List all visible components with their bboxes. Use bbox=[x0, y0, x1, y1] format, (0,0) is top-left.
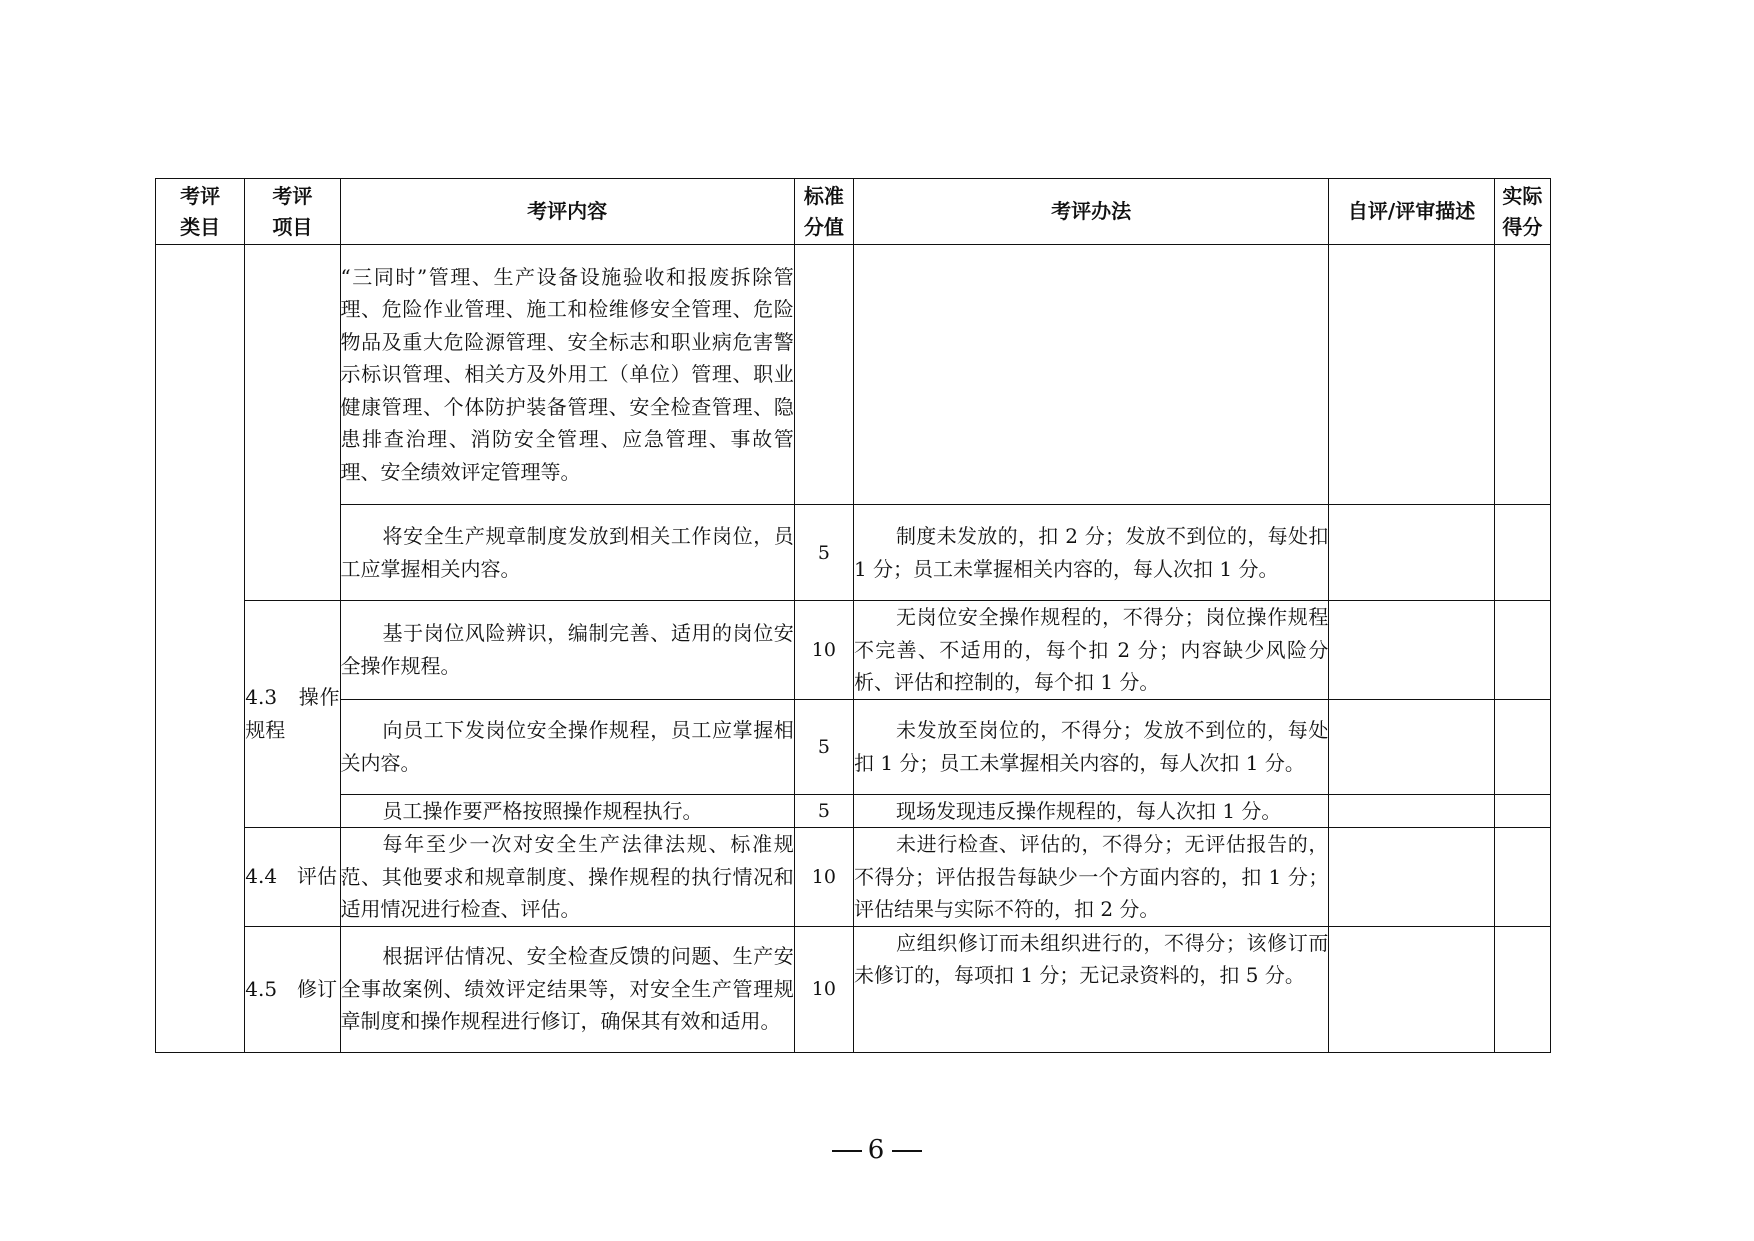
page-number: 6 bbox=[867, 1135, 887, 1165]
method-cell: 应组织修订而未组织进行的，不得分；该修订而未修订的，每项扣 1 分；无记录资料的，扣 5 分。 bbox=[853, 926, 1328, 1052]
method-cell: 未进行检查、评估的，不得分；无评估报告的，不得分；评估报告每缺少一个方面内容的，扣 1 分；评估结果与实际不符的，扣 2 分。 bbox=[853, 828, 1328, 927]
actual-score-cell bbox=[1494, 794, 1550, 828]
header-content: 考评内容 bbox=[340, 179, 794, 245]
self-review-cell bbox=[1329, 926, 1494, 1052]
method-cell bbox=[853, 245, 1328, 505]
score-cell: 5 bbox=[794, 505, 853, 601]
self-review-cell bbox=[1329, 828, 1494, 927]
self-review-cell bbox=[1329, 505, 1494, 601]
actual-score-cell bbox=[1494, 505, 1550, 601]
method-cell: 现场发现违反操作规程的，每人次扣 1 分。 bbox=[853, 794, 1328, 828]
footer-dash-right bbox=[892, 1150, 922, 1152]
table-row bbox=[156, 505, 1551, 601]
header-item: 考评 项目 bbox=[245, 179, 340, 245]
table-row bbox=[156, 699, 1551, 794]
category-cell bbox=[156, 245, 245, 1053]
header-self-review: 自评/评审描述 bbox=[1329, 179, 1494, 245]
content-cell: 向员工下发岗位安全操作规程，员工应掌握相关内容。 bbox=[340, 699, 794, 794]
content-cell: 根据评估情况、安全检查反馈的问题、生产安全事故案例、绩效评定结果等，对安全生产管理规章制度和操作规程进行修订，确保其有效和适用。 bbox=[340, 926, 794, 1052]
actual-score-cell bbox=[1494, 601, 1550, 700]
header-method: 考评办法 bbox=[853, 179, 1328, 245]
content-cell: 基于岗位风险辨识，编制完善、适用的岗位安全操作规程。 bbox=[340, 601, 794, 700]
item-cell bbox=[245, 245, 340, 601]
item-cell: 4.5 修订 bbox=[245, 926, 340, 1052]
item-cell: 4.4 评估 bbox=[245, 828, 340, 927]
table-row bbox=[156, 601, 1551, 700]
method-cell: 无岗位安全操作规程的，不得分；岗位操作规程不完善、不适用的，每个扣 2 分；内容缺少风险分析、评估和控制的，每个扣 1 分。 bbox=[853, 601, 1328, 700]
actual-score-cell bbox=[1494, 245, 1550, 505]
table-row bbox=[156, 794, 1551, 828]
actual-score-cell bbox=[1494, 926, 1550, 1052]
table-row bbox=[156, 245, 1551, 505]
score-cell: 10 bbox=[794, 828, 853, 927]
page-footer bbox=[0, 1135, 1754, 1165]
evaluation-table bbox=[155, 178, 1551, 1053]
content-cell: 每年至少一次对安全生产法律法规、标准规范、其他要求和规章制度、操作规程的执行情况和适用情况进行检查、评估。 bbox=[340, 828, 794, 927]
method-cell: 制度未发放的，扣 2 分；发放不到位的，每处扣 1 分；员工未掌握相关内容的，每人次扣 1 分。 bbox=[853, 505, 1328, 601]
method-cell: 未发放至岗位的，不得分；发放不到位的，每处扣 1 分；员工未掌握相关内容的，每人次扣 1 分。 bbox=[853, 699, 1328, 794]
content-cell: 员工操作要严格按照操作规程执行。 bbox=[340, 794, 794, 828]
score-cell: 10 bbox=[794, 601, 853, 700]
header-category: 考评 类目 bbox=[156, 179, 245, 245]
self-review-cell bbox=[1329, 245, 1494, 505]
self-review-cell bbox=[1329, 601, 1494, 700]
item-cell: 4.3 操作规程 bbox=[245, 601, 340, 828]
header-row bbox=[156, 179, 1551, 245]
content-cell: “三同时”管理、生产设备设施验收和报废拆除管理、危险作业管理、施工和检维修安全管理、危险物品及重大危险源管理、安全标志和职业病危害警示标识管理、相关方及外用工（单位）管理、职业健康管理、个体防护装备管理、安全检查管理、隐患排查治理、消防安全管理、应急管理、事故管理、安全绩效评定管理等。 bbox=[340, 245, 794, 505]
table-row bbox=[156, 926, 1551, 1052]
self-review-cell bbox=[1329, 794, 1494, 828]
table-row bbox=[156, 828, 1551, 927]
actual-score-cell bbox=[1494, 699, 1550, 794]
header-standard-score: 标准 分值 bbox=[794, 179, 853, 245]
self-review-cell bbox=[1329, 699, 1494, 794]
score-cell: 5 bbox=[794, 794, 853, 828]
actual-score-cell bbox=[1494, 828, 1550, 927]
score-cell bbox=[794, 245, 853, 505]
content-cell: 将安全生产规章制度发放到相关工作岗位，员工应掌握相关内容。 bbox=[340, 505, 794, 601]
header-actual-score: 实际 得分 bbox=[1494, 179, 1550, 245]
footer-dash-left bbox=[832, 1150, 862, 1152]
score-cell: 5 bbox=[794, 699, 853, 794]
score-cell: 10 bbox=[794, 926, 853, 1052]
